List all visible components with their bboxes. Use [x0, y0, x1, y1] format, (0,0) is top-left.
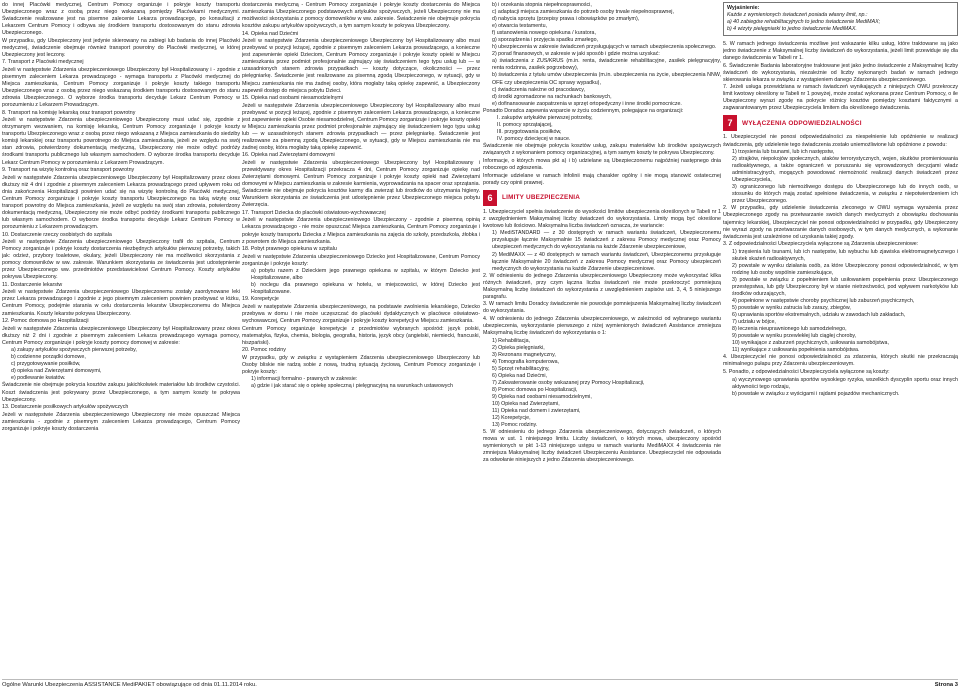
paragraph: 3) ograniczonego lub niemożliwego dostępu do Ubezpieczonego lub do innych osób, w stosunku do których mają zostać spełnione świadczenia, w związku z niepotwierdzeniem ich przez Ubezpieczonego. [732, 184, 958, 205]
paragraph: Jeżeli w następstwie Zdarzenia ubezpieczeniowego Ubezpieczony był Hospitalizowany przez okres dłuższy niż 2 dni i zgodnie z pisemnym zaleceniem Lekarza prowadzącego wymaga pomocy, Centrum Pomocy zorganizuje i pokryje koszty pomocy domowej w zakresie: [2, 325, 240, 346]
paragraph: b) świadczenia z tytułu umów ubezpieczenia (m.in. ubezpieczenia na życie, ubezpieczenia NNW, OFE czy ubezpieczenia OC sprawy wypadku), [492, 72, 721, 86]
paragraph: 10) wynikające z zaburzeń psychicznych, usiłowania samobójstwa, [732, 340, 889, 347]
paragraph: c) świadczenia należne od pracodawcy, [492, 86, 585, 93]
paragraph: 7) udziału w bójce, [732, 319, 776, 326]
paragraph: a) zakupy artykułów spożywczych pierwszej potrzeby, [11, 347, 137, 354]
paragraph: 13) Pomoc rodziny. [492, 422, 538, 429]
paragraph: 20. Pomoc rodziny [242, 347, 286, 354]
paragraph: 13. Dostarczenie posiłkowych artykułów spożywczych [2, 404, 129, 411]
column-2 [242, 2, 480, 678]
paragraph: 1) informacji formalno - prawnych w zakresie: [251, 376, 358, 383]
paragraph: Ponadto Doradca zapewnia wsparcie w życiu codziennym, polegające na organizacji: [483, 107, 684, 114]
paragraph: 11) wynikające z usiłowania popełnienia samobójstwa. [732, 347, 860, 354]
paragraph: IV. pomocy dziecięcej w nauce. [497, 136, 571, 143]
paragraph: Jeżeli w następstwie Zdarzenia ubezpieczeniowego Ubezpieczonemu zostały zaordynowane leki przez Lekarza prowadzącego i zgodnie z jego pisemnym zaleceniem powinien przebywać w łóżku, Centrum Pomocy, podejmie starania w celu dostarczenia lekarstw Ubezpieczonemu do Miejsca zamieszkania. Koszty lekarstw pokrywa Ubezpieczony. [2, 289, 240, 317]
paragraph: 3) Rezonans magnetyczny, [492, 351, 556, 358]
paragraph: Jeżeli w następstwie Zdarzenia ubezpieczeniowego Ubezpieczony nie może opuszczać Miejsca zamieszkania - zgodnie z pisemnym zaleceniem Lekarza prowadzącego, Centrum Pomocy zorganizuje i pokryje koszty dostarczenia [2, 411, 240, 432]
paragraph: Jeżeli w następstwie Zdarzenia ubezpieczeniowego Ubezpieczony był Hospitalizowany przez okres dłuższy niż 4 dni i zgodnie z pisemnym zaleceniem Lekarza prowadzącego przed upływem roku od dnia zakończenia Hospitalizacji powinien udać się na wizytę kontrolną do Placówki medycznej, Centrum Pomocy zorganizuje i pokryje koszty transportu Ubezpieczonego na taką wizytę oraz transport powrotny do Miejsca zamieszkania, jeżeli ze względu na swój stan zdrowia, potwierdzony dokumentacją medyczną, Ubezpieczony nie może odbyć podróży środkami transportu publicznego lub własnym samochodem. O wyborze środka transportu decyduje Lekarz Centrum Pomocy w porozumieniu z Lekarzem prowadzącym. [2, 174, 240, 230]
paragraph: dostarczenia medyczną - Centrum Pomocy zorganizuje i pokryje koszty dostarczenia do Miejsca zamieszkania Ubezpieczonego podstawowych artykułów spożywczych, jeżeli Ubezpieczony nie ma możliwości skorzystania z pomocy domowników w ww. zakresie. Świadczenie nie obejmuje pokrycia kosztów zakupu artykułów spożywczych, a tym samym koszty te pokrywa Ubezpieczony. [242, 2, 480, 30]
paragraph: W przypadku, gdy Ubezpieczony jest jedynie skierowany na zabiegi lub badania do innej Placówki medycznej, świadczenie obejmuje również transport powrotny do Placówki medycznej, w której Ubezpieczony jest leczony. [2, 37, 240, 58]
section-7-number: 7 [723, 115, 737, 131]
paragraph: 6. Świadczenie Badania laboratoryjne traktowane jest jako jedno świadczenie z Maksymalnej liczby świadczeń do wykorzystania, niezależnie od liczby wykonanych badań w ramach jednego skierowania lekarza w związku z wystąpieniem danego Zdarzenia ubezpieczeniowego. [723, 62, 958, 83]
paragraph: Świadczenie nie obejmuje pokrycia kosztów zakupu jakichkolwiek materiałów lub środków czystości. Koszt świadczenia jest pokrywany przez Ubezpieczonego, a tym samym koszty te pokrywa Ubezpieczony. [2, 382, 240, 403]
paragraph: 2) porad finansowych, w zakresie w jaki sposób i gdzie można uzyskać: [492, 51, 660, 58]
paragraph: 8. Transport na komisję lekarską oraz transport powrotny [2, 109, 136, 116]
paragraph: do innej Placówki medycznej, Centrum Pomocy organizuje i pokryje koszty transportu Ubezpieczonego wraz z osobą przez niego wskazaną pomiędzy Placówkami medycznymi. Świadczenie realizowane jest na pisemne zalecenie Lekarza prowadzącego, po konsultacji z Lekarzem Centrum Pomocy i odbywa się środkiem transportu dostosowanym do stanu zdrowia Ubezpieczonego. [2, 2, 240, 37]
page-number: Strona 3 [934, 682, 958, 688]
paragraph: 2) strajków, niepokojów społecznych, ataków terrorystycznych, wojen, skutków promieniowania radioaktywnego, a także ograniczeń w poruszaniu się wprowadzonych decyzjami władz administracyjnych, mogących powodować niemożność realizacji danych świadczeń przez Ubezpieczyciela, [732, 156, 958, 184]
paragraph: e) dofinansowanie zaopatrzenia w sprzęt ortopedyczny i inne środki pomocnicze. [492, 100, 682, 107]
explanation-title: Wyjaśnienie: [727, 5, 760, 11]
paragraph: III. przygotowania posiłków, [497, 129, 562, 136]
paragraph: 1) MediSTANDARD — z 30 dostępnych w ramach wariantu świadczeń, Ubezpieczonemu przysługuje łącznie Maksymalnie 15 świadczeń z zakresu Pomocy medycznej oraz Pomocy ubezpieczeń medycznych do wykorzystania na każde Zdarzenie ubezpieczeniowe, [492, 230, 721, 251]
paragraph: 5) Sprzęt rehabilitacyjny, [492, 365, 550, 372]
paragraph: 10) Opieka nad Zwierzętami, [492, 400, 560, 407]
paragraph: 18. Pobyt prawnego opiekuna w szpitalu [242, 246, 337, 253]
paragraph: W przypadku, gdy w związku z wystąpieniem Zdarzenia ubezpieczeniowego Ubezpieczony lub Osoby bliskie nie radzą sobie z nową, trudną sytuacją życiową, Centrum Pomocy zorganizuje i pokryje koszty: [242, 354, 480, 375]
paragraph: 8) leczenia nieuprawnionego lub samodzielnego, [732, 326, 847, 333]
paragraph: 12) Korepetycje, [492, 415, 531, 422]
paragraph: 4. Ubezpieczyciel nie ponosi odpowiedzialności za zdarzenia, których skutki nie przekraczają minimalnego pułapu przy Zdarzeniu ubezpieczeniowym. [723, 354, 958, 368]
paragraph: 1) trzęsienia lub tsunami, lub ich następstw, lub wybuchu lub zjawiska elektromagnetycznego i skutek skażeń radioaktywnych, [732, 248, 958, 262]
explanation-line: Każde z wymienionych świadczeń posiada własny limit, np.: [727, 12, 868, 18]
paragraph: 3) powstałe w związku z popełnieniem lub usiłowaniem popełnienia przez Ubezpieczonego przestępstwa, lub gdy Ubezpieczony był w stanie nietrzeźwości, pod wpływem narkotyków lub środków odurzających, [732, 276, 958, 297]
paragraph: II. pomocy sprzątającej, [497, 122, 553, 129]
paragraph: Jeżeli w następstwie Zdarzenia ubezpieczeniowego Ubezpieczony był Hospitalizowany albo musi przebywać w pozycji leżącej, zgodnie z pisemnym zaleceniem Lekarza prowadzącego, a konieczne jest zapewnienie opieki Osobie niesamodzielnej, Centrum Pomocy zorganizuje i pokryje koszty opieki w Miejscu zamieszkania przez podmiot profesjonalnie zajmujący się świadczeniem tego typu usług lub — w uzasadnionych stanem zdrowia przypadkach — przez pielęgniarkę. Świadczenie jest realizowane za pisemną zgodą Ubezpieczonego, w sytuacji, gdy w Miejscu zamieszkania nie ma żadnej osoby, która mogłaby taką opiekę zapewnić. [242, 102, 480, 151]
paragraph: c) adaptacji miejsca zamieszkania do potrzeb osoby trwale niepełnosprawnej, [492, 9, 674, 16]
paragraph: 7. Jeżeli usługa przewidziana w ramach świadczeń wynikających z niniejszych OWU przekroczy limit kwotowy określony w Tabeli nr 1 powyżej, może zostać wykonana przez Centrum Pomocy, o ile Ubezpieczony wyrazi zgodę na pokrycie różnicy kosztów pomiędzy kosztami faktycznymi a zagwarantowanym przez Ubezpieczyciela limitem dla określonego świadczenia. [723, 84, 958, 112]
paragraph: 9) powstałe w wyniku przewlekłej lub ciągłej choroby, [732, 333, 857, 340]
paragraph: 7) Zakwaterowanie osoby wskazanej przy Pomocy Hospitalizacji, [492, 379, 645, 386]
paragraph: Jeżeli w następstwie Zdarzenia ubezpieczeniowego Ubezpieczony trafił do szpitala, Centrum Pomocy zorganizuje i pokryje koszty dostarczenia niezbędnych artykułów pierwszej potrzeby, takich jak: odzież, przybory toaletowe, okulary, jeżeli Ubezpieczony nie ma możliwości skorzystania z pomocy domowników w ww. zakresie. Warunkiem skorzystania ze świadczenia jest udostępnienie przez Ubezpieczonego ww. przedmiotów przedstawicielowi Centrum Pomocy. Koszty artykułów pokrywa Ubezpieczony. [2, 239, 240, 281]
paragraph: 16. Opieka nad Zwierzętami domowymi [242, 152, 335, 159]
paragraph: Jeżeli w następstwie Zdarzenia ubezpieczeniowego Ubezpieczony musi udać się, zgodnie z otrzymanym wezwaniem, na komisję lekarską, Centrum Pomocy zorganizuje i pokryje koszty transportu Ubezpieczonego wraz z osobą przez niego wskazaną z Miejsca zamieszkania do siedziby komisji lekarskiej oraz transportu powrotnego do Miejsca zamieszkania, jeżeli ze względu na swój stan zdrowia, potwierdzony dokumentacją medyczną, Ubezpieczony nie może odbyć podróży środkami transportu publicznego lub własnym samochodem. O wyborze środka transportu decyduje Lekarz Centrum Pomocy w porozumieniu z Lekarzem Prowadzącym. [2, 117, 240, 166]
paragraph: 7. Transport z Placówki medycznej [2, 59, 84, 66]
paragraph: 5. W ramach jednego świadczenia możliwe jest wskazanie kilku usług, które traktowane są jako jedno świadczenie z Maksymalnej liczby świadczeń do wykorzystania, jeżeli limit przewiduje się dla danego świadczenia w Tabeli nr 1. [723, 41, 958, 62]
paragraph: 6) Opieka nad Dziećmi, [492, 372, 548, 379]
paragraph: 15. Opieka nad osobami niesamodzielnymi [242, 95, 343, 102]
paragraph: 1. Ubezpieczyciel nie ponosi odpowiedzialności za niespełnienie lub opóźnienie w realizacji świadczenia, gdy udzielenie tego świadczenia zostało uniemożliwione lub opóźnione z powodu: [723, 134, 958, 148]
paragraph: Jeżeli w następstwie Zdarzenia ubezpieczeniowego Ubezpieczony był Hospitalizowany i - zgodnie z pisemnym zaleceniem Lekarza prowadzącego - wymaga transportu z Placówki medycznej do Miejsca zamieszkania, Centrum Pomocy zorganizuje i pokryje koszty takiego transportu Ubezpieczonego wraz z osobą przez niego wskazaną środkiem transportu dostosowanym do stanu zdrowia Ubezpieczonego. O wyborze środka transportu decyduje Lekarz Centrum Pomocy w porozumieniu z Lekarzem Prowadzącym. [2, 66, 240, 109]
paragraph: b) codzienne porządki domowe, [11, 354, 86, 361]
section-7-header [723, 115, 958, 131]
paragraph: 5) powstałe w wyniku zatrucia lub zarazy, zbiegów, [732, 305, 851, 312]
explanation-line: a) 40 zabiegów rehabilitacyjnych to jedno świadczenie MediMAX; [727, 19, 881, 25]
paragraph: Informacje, o których mowa pkt a) i b) udzielane są Ubezpieczonemu najpóźniej następnego dnia roboczego od zgłoszenia. [483, 158, 721, 172]
paragraph: d) opieka nad Zwierzętami domowymi, [11, 368, 102, 375]
paragraph: e) podlewanie kwiatów. [11, 375, 66, 382]
paragraph: 3. Z odpowiedzialności Ubezpieczyciela wyłączone są Zdarzenia ubezpieczeniowe: [723, 241, 919, 248]
paragraph: Jeżeli w następstwie Zdarzenia ubezpieczeniowego Dziecko jest Hospitalizowane, Centrum Pomocy zorganizuje i pokryje koszty: [242, 253, 480, 267]
column-4 [723, 2, 958, 678]
paragraph: 5. W odniesieniu do jednego Zdarzenia ubezpieczeniowego, dotyczących świadczeń, o których mowa w ust. 1 niniejszego limitu. Liczby świadczeń, o których mowa, ubezpieczony spośród wymienionych w pkt 1-13 niniejszego ustępu w ramach wariantu MediMAXX 4 świadczenia nie zmniejsza Maksymalnej liczby świadczeń Ubezpieczeniu Assistance. Ubezpieczyciel nie odpowiada za odwołanie niniejszych z jedno Zdarzenia ubezpieczeniowego. [483, 429, 721, 464]
paragraph: 2. W odniesieniu do jednego Zdarzenia ubezpieczeniowego Ubezpieczony może wykorzystać kilka różnych świadczeń, przy czym łączna liczba świadczeń nie może przekroczyć pomniejszą Maksymalną liczbę świadczeń do wykorzystania z uwzględnieniem zapisów ust. 3, 4, 5 niniejszego paragrafu. [483, 272, 721, 300]
paragraph: 8) Pomoc domowa po Hospitalizacji, [492, 386, 578, 393]
paragraph: Informacje udzielane w ramach infolinii mają charakter ogólny i nie mogą stanowić ostatecznej porady czy opinii prawnej. [483, 172, 721, 186]
paragraph: 4. W odniesieniu do jednego Zdarzenia ubezpieczeniowego, w zależności od wybranego wariantu ubezpieczenia, wykorzystanie pierwszego z niżej wymienionych świadczeń Assistance zmniejsza Maksymalną liczbę świadczeń do wykorzystania o 1: [483, 315, 721, 337]
paragraph: 3. W ramach limitu Doradcy świadczenie nie powoduje pomniejszenia Maksymalnej liczby świadczeń do wykorzystania. [483, 301, 721, 315]
paragraph: g) sporządzenia i przyjęcia spadku zmarłego, [492, 37, 598, 44]
paragraph: a) świadczenia z ZUS/KRUS (m.in. renta, świadczenie rehabilitacyjne, zasiłek pielęgnacyjny, renta rodzinna, zasiłek pogrzebowy), [492, 58, 721, 72]
paragraph: 1. Ubezpieczyciel spełnia świadczenie do wysokości limitów ubezpieczenia określonych w Tabeli nr 1 z uwzględnieniem Maksymalnej liczby świadczeń do wykorzystania. Limity mogą być określone kwotowo lub ilościowo. Maksymalna liczba świadczeń oznacza, że wariancie: [483, 208, 721, 229]
paragraph: Jeżeli w następstwie Zdarzenia ubezpieczeniowego Ubezpieczony - zgodnie z pisemną opinią Lekarza prowadzącego - nie może opuszczać Miejsca zamieszkania, Centrum Pomocy zorganizuje i pokryje koszty transportu Dziecka z Miejsca zamieszkania na zajęcia do szkoły, przedszkola, żłobka i z powrotem do Miejsca zamieszkania. [242, 217, 480, 245]
paragraph: Jeżeli w następstwie Zdarzenia ubezpieczeniowego Ubezpieczony był Hospitalizowany i przewidywany okres Hospitalizacji przekracza 4 dni, Centrum Pomocy zorganizuje opiekę nad Zwierzętami domowymi. Centrum Pomocy zorganizuje i pokryje koszty opieki nad Zwierzętami domowymi w Miejscu zamieszkania w zakresie karmienia, wyprowadzania na spacer oraz sprzątania. Świadczenie nie obejmuje pokrycia kosztów karmy dla zwierząt lub środków do utrzymania higieny. Warunkiem skorzystania ze świadczenia jest udostępnienie przez Ubezpieczonego miejsca pobytu Zwierzęcia. [242, 160, 480, 209]
paragraph: 11. Dostarczenie lekarstw [2, 281, 63, 288]
paragraph: 6) uprawiania sportów ekstremalnych, udziału w zawodach lub zakładach, [732, 312, 906, 319]
paragraph: c) przygotowywanie posiłków, [11, 361, 81, 368]
paragraph: 2) MediMAXX — z 40 dostępnych w ramach wariantu świadczeń, Ubezpieczonemu przysługuje łącznie Maksymalnie 20 świadczeń z zakresu Pomocy medycznej oraz Pomocy ubezpieczeń medycznych do wykorzystania na każde Zdarzenie ubezpieczeniowe. [492, 251, 721, 272]
paragraph: 19. Korepetycje [242, 296, 279, 303]
paragraph: 2) powstałe w wyniku działania osób, za które Ubezpieczony ponosi odpowiedzialność, w tym rodzinę lub osoby wspólnie zamieszkujące, [732, 262, 958, 276]
paragraph: Jeżeli w następstwie Zdarzenia ubezpieczeniowego Ubezpieczony był Hospitalizowany albo musi przebywać w pozycji leżącej, zgodnie z pisemnym zaleceniem Lekarza prowadzącego, a konieczne jest zapewnienie opieki Dzieciom, Centrum Pomocy zorganizuje i pokryje koszty opieki w Miejscu zamieszkania przez podmiot profesjonalnie zajmujący się świadczeniem tego typu usług lub — w uzasadnionych stanem zdrowia przypadkach — koszty dotyczące, okoliczności — przez pielęgniarkę. Świadczenie jest realizowane za pisemną zgodą Ubezpieczonego, w sytuacji, gdy w Miejscu zamieszkania nie ma żadnej osoby, która mogłaby taką opiekę zapewnić, a Ubezpieczony zapewnił dostęp do miejsca pobytu Dzieci. [242, 38, 480, 94]
paragraph: b) noclegu dla prawnego opiekuna w hotelu, w miejscowości, w której Dziecko jest Hospitalizowane. [251, 282, 480, 296]
paragraph: 4) popełnione w następstwie choroby psychicznej lub zaburzeń psychicznych, [732, 298, 915, 305]
paragraph: e) otwarcia testamentu, [492, 23, 548, 30]
paragraph: 2) Opieka pielęgniarki, [492, 344, 545, 351]
paragraph: 11) Opieka nad domem i zwierzętami, [492, 408, 581, 415]
section-6-header [483, 190, 721, 206]
paragraph: Świadczenie nie obejmuje pokrycia kosztów usług, zakupu materiałów lub środków spożywczych związanych z wykonaniem pomocy organizacyjnej, a tym samym koszty te pokrywa Ubezpieczony. [483, 143, 721, 157]
footer-document-title: Ogólne Warunki Ubezpieczenia ASSISTANCE MediPAKIET obowiązujące od dnia 01.11.2014 roku. [2, 682, 257, 688]
paragraph: d) środki zgromadzone na rachunkach bankowych, [492, 93, 612, 100]
paragraph: 4) Tomografia komputerowa, [492, 358, 560, 365]
paragraph: a) pobytu razem z Dzieckiem jego prawnego opiekuna w szpitalu, w którym Dziecko jest Hospitalizowane, albo [251, 268, 480, 282]
explanation-line: b) 4 wizyty pielęgniarki to jedno świadczenie MediMAX. [727, 26, 857, 32]
paragraph: a) wyczynowego uprawiania sportów wysokiego ryzyka, wszelkich dyscyplin sportu oraz innych aktywności tego rodzaju, [732, 376, 958, 390]
column-3 [483, 2, 721, 678]
paragraph: 2. W przypadku, gdy udzielenie świadczenia zleconego w OWU wymaga wyrażenia przez Ubezpieczonego zgody na przetwarzanie swoich danych medycznych z obowiązku dochowania tajemnicy lekarskiej, Ubezpieczyciel nie ponosi odpowiedzialności w przypadku, gdy Ubezpieczony nie wyrazi zgody na przetwarzanie danych osobowych, w tym danych medycznych, a wykonanie świadczenia jest uzależnione od uzyskania takiej zgody. [723, 205, 958, 240]
section-6-title: LIMITY UBEZPIECZENIA [502, 194, 581, 202]
paragraph: 14. Opieka nad Dziećmi [242, 30, 299, 37]
paragraph: 12. Pomoc domowa po Hospitalizacji [2, 318, 89, 325]
paragraph: 1) trzęsienia lub tsunami, lub ich następstw, [732, 149, 835, 156]
paragraph: 5. Ponadto, z odpowiedzialności Ubezpieczyciela wyłączone są koszty: [723, 369, 890, 376]
paragraph: 10. Dostarczenie rzeczy osobistych do szpitala [2, 231, 112, 238]
paragraph: Centrum Pomocy organizuje korepetycje z przedmiotów wybranych spośród: język polski, matematyka, fizyka, chemia, biologia, geografia, historia, język obcy (angielski, niemiecki, francuski, hiszpański). [242, 325, 480, 346]
paragraph: b) powstałe w związku z wyścigami i rajdami pojazdów mechanicznych. [732, 390, 900, 397]
page-footer [2, 679, 958, 690]
paragraph: 17. Transport Dziecka do placówki oświatowo-wychowawczej [242, 209, 386, 216]
column-1 [2, 2, 240, 678]
paragraph: 1) Rehabilitacja, [492, 337, 530, 344]
section-7-title: WYŁĄCZENIA ODPOWIEDZIALNOŚCI [742, 119, 862, 127]
paragraph: d) nabycia sprzętu (przepisy prawa i obowiązków po zmarłym), [492, 16, 640, 23]
paragraph: h) ubezpieczenia w zakresie świadczeń przysługujących w ramach ubezpieczenia społecznego. [492, 44, 717, 51]
paragraph: a) gdzie i jak starać się o opiekę społeczną i pielęgnacyjną na warunkach ustawowych [251, 383, 453, 390]
section-6-number: 6 [483, 190, 497, 206]
paragraph: f) ustanowienia nowego opiekuna / kuratora, [492, 30, 596, 37]
paragraph: 9) Opieka nad osobami niesamodzielnymi, [492, 393, 592, 400]
paragraph: Jeżeli w następstwie Zdarzenia ubezpieczeniowego, na podstawie zwolnienia lekarskiego, Dziecko przebywa w domu i nie może uczęszczać do placówki dydaktycznych w placówce oświatowo-wychowawczej, Centrum Pomocy zorganizuje i pokryje koszty korepetycji w Miejscu zamieszkania. [242, 303, 480, 325]
explanation-box [723, 2, 958, 36]
paragraph: b) i orzekania stopnia niepełnosprawności, [492, 2, 592, 8]
paragraph: 9. Transport na wizytę kontrolną oraz transport powrotny [2, 167, 135, 174]
paragraph: I. zakupów artykułów pierwszej potrzeby, [497, 115, 593, 122]
